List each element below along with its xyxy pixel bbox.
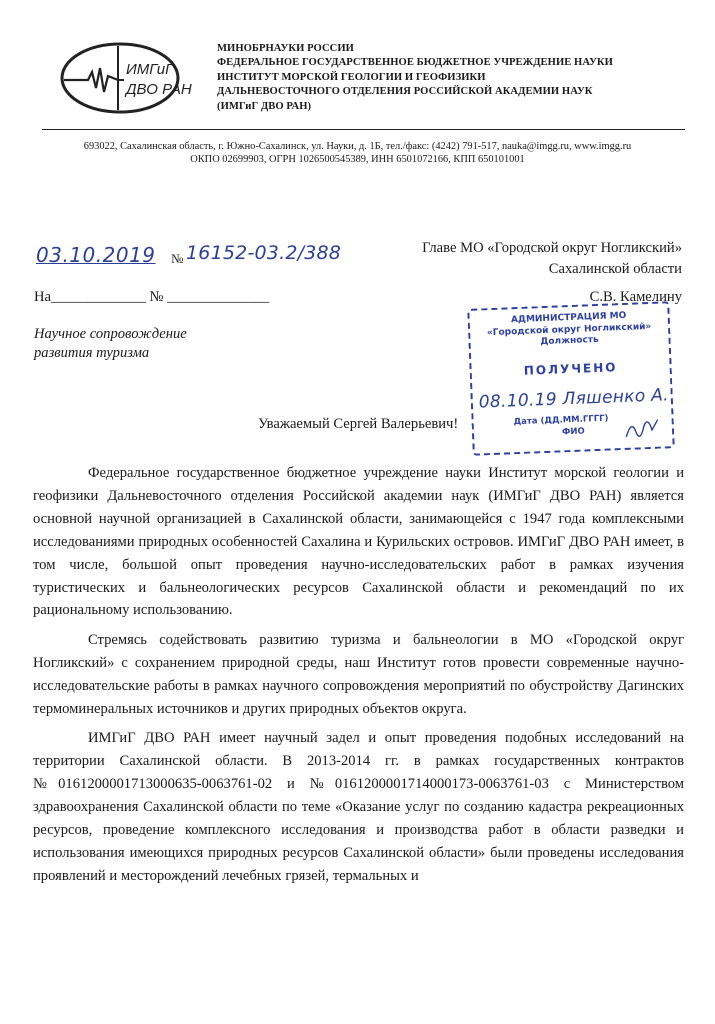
org-line-1: МИНОБРНАУКИ РОССИИ	[217, 43, 354, 54]
organization-name	[217, 42, 687, 114]
letter-body	[33, 462, 684, 894]
stamp-line-1: АДМИНИСТРАЦИЯ МО	[510, 310, 627, 326]
stamp-fio-label: ФИО	[561, 426, 586, 438]
address-line-1: 693022, Сахалинская область, г. Южно-Сахалинск, ул. Науки, д. 1Б, тел./факс: (4242) 791-517, nauka@imgg.ru, www.imgg.ru	[83, 141, 632, 152]
stamp-date-label: Дата (ДД.ММ.ГГГГ)	[513, 413, 609, 428]
stamp-line-3: Должность	[540, 334, 599, 348]
received-stamp	[467, 301, 674, 456]
reference-line: На_____________ № ______________	[34, 289, 270, 305]
recipient-line-2: Сахалинской области	[548, 260, 682, 277]
stamp-handwritten-entry: 08.10.19 Ляшенко А.	[478, 385, 670, 413]
stamp-signature	[624, 416, 663, 443]
outgoing-number: 16152-03.2/388	[186, 242, 342, 264]
subject-line-2: развития туризма	[34, 345, 150, 361]
org-line-3: ИНСТИТУТ МОРСКОЙ ГЕОЛОГИИ И ГЕОФИЗИКИ	[217, 71, 486, 83]
recipient-name: С.В. Камелину	[589, 289, 682, 305]
institute-logo	[58, 40, 206, 116]
subject-line-1: Научное сопровождение	[34, 326, 187, 342]
header-divider	[42, 129, 685, 130]
stamp-received-label: ПОЛУЧЕНО	[523, 360, 618, 378]
body-paragraph-1: Федеральное государственное бюджетное учреждение науки Институт морской геологии и геофизики Дальневосточного отделения Российской академии наук (ИМГиГ ДВО РАН) является основной научной организацией в Сахалинской области, занимающейся с 1947 года комплексными исследованиями природных особенностей Сахалина и Курильских островов. ИМГиГ ДВО РАН имеет, в том числе, большой опыт проведения научно-исследовательских работ в рамках изучения туристических и бальнеологических ресурсов Сахалинской области и рекомендаций по их рациональному использованию.	[33, 465, 684, 619]
body-paragraph-3: ИМГиГ ДВО РАН имеет научный задел и опыт проведения подобных исследований на территории Сахалинской области. В 2013-2014 гг. в рамках государственных контрактов №0161200001713000635-0063761-02 и №0161200001714000173-0063761-03 с Министерством здравоохранения Сахалинской области по теме «Оказание услуг по созданию кадастра рекреационных ресурсов, проведение комплексного исследования и производства работ в области разведки и использования имеющихся природных ресурсов Сахалинской области» были проведены исследования проявлений и месторождений лечебных грязей, термальных и	[33, 730, 684, 884]
address-line-2: ОКПО 02699903, ОГРН 1026500545389, ИНН 6501072166, КПП 650101001	[190, 154, 525, 165]
number-sign: №	[171, 251, 184, 266]
recipient-line-1: Главе МО «Городской округ Ногликский»	[422, 240, 682, 256]
logo-text-1: ИМГиГ	[126, 61, 174, 78]
address-block	[30, 140, 685, 166]
greeting: Уважаемый Сергей Валерьевич!	[258, 416, 459, 432]
org-line-2: ФЕДЕРАЛЬНОЕ ГОСУДАРСТВЕННОЕ БЮДЖЕТНОЕ УЧРЕЖДЕНИЕ НАУКИ	[217, 57, 613, 69]
stamp-line-2: «Городской округ Ногликский»	[486, 321, 652, 338]
org-line-4: ДАЛЬНЕВОСТОЧНОГО ОТДЕЛЕНИЯ РОССИЙСКОЙ АКАДЕМИИ НАУК	[217, 86, 593, 98]
stamp-header	[478, 310, 661, 351]
subject-block	[34, 325, 187, 363]
org-line-5: (ИМГиГ ДВО РАН)	[217, 100, 312, 112]
body-paragraph-2: Стремясь содействовать развитию туризма и бальнеологии в МО «Городской округ Ногликский» с сохранением природной среды, наш Институт готов провести современные научно-исследовательские работы в рамках научного сопровождения мероприятий по обустройству Дагинских термоминеральных источников и других природных объектов округа.	[33, 632, 684, 717]
logo-text-2: ДВО РАН	[126, 81, 192, 98]
outgoing-date: 03.10.2019	[36, 243, 156, 267]
recipient-block	[422, 238, 682, 279]
